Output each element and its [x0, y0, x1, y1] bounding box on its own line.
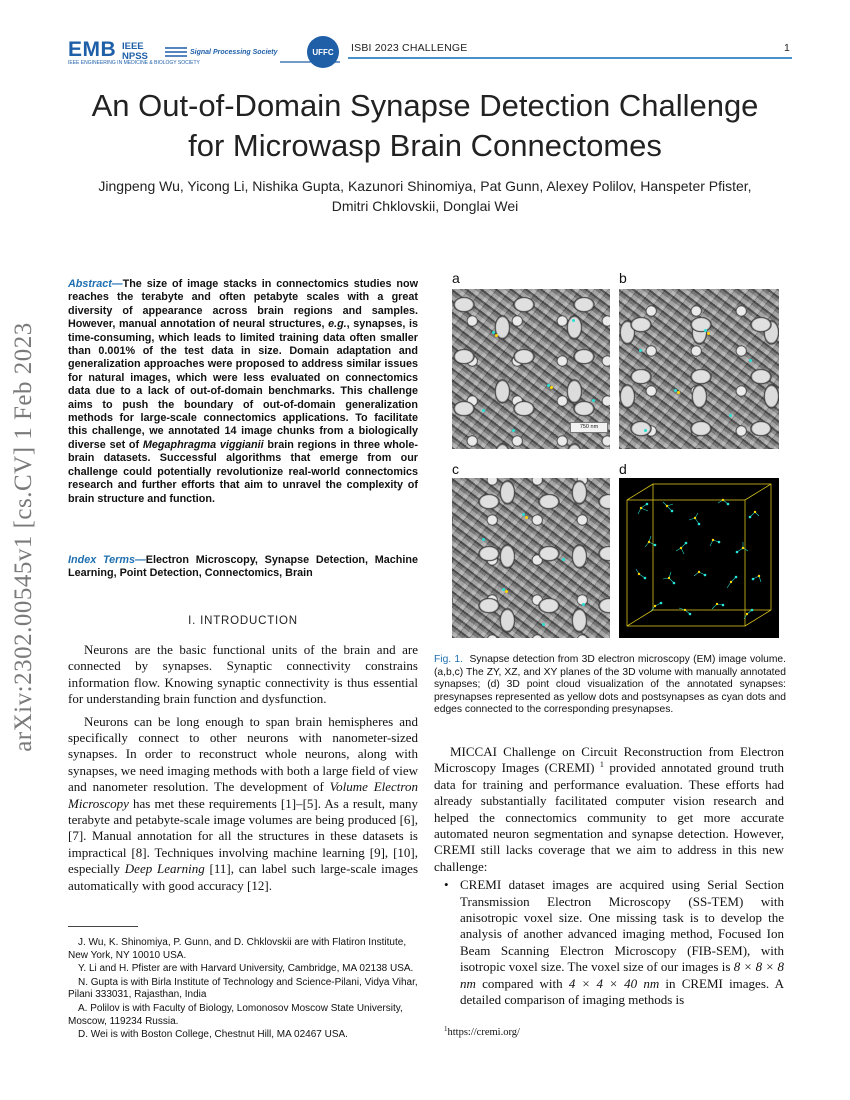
panel-label-d: d	[619, 461, 627, 477]
scale-bar: 750 nm	[570, 422, 608, 433]
ieee-npss-logo: IEEE NPSS	[122, 41, 148, 62]
panel-label-a: a	[452, 270, 460, 286]
abstract: Abstract—The size of image stacks in connectomics studies now reaches the terabyte and often petabyte scales with a great diversity of appearance across brain regions and samples. However, manual annotation of neural structures, e.g., synapses, is time-consuming, which leads to limited training data often smaller than 0.001% of the test data in size. Domain adaptation and generalization approaches were proposed to address similar issues for natural images, which were less evaluated on connectomics data due to a lack of out-of-domain benchmarks. This challenge aims to push the boundary of out-of-domain generalization methods for large-scale connectomics applications. To facilitate this challenge, we annotated 14 image chunks from a biologically diverse set of Megaphragma viggianii brain regions in three whole-brain datasets. Successful algorithms that emerge from our challenge could potentially revolutionize real-world connectomics research and further efforts that aim to unravel the complexity of brain structure and function.	[68, 278, 418, 505]
signal-processing-society-logo: Signal Processing Society	[165, 36, 340, 68]
footnote: D. Wei is with Boston College, Chestnut Hill, MA 02467 USA.	[78, 1029, 348, 1041]
list-item: • CREMI dataset images are acquired using Serial Section Transmission Electron Microscopy (SS-TEM) with anisotropic voxel size. One missing task is to develop the analysis of another advanced imaging method, Focused Ion Beam Scanning Electron Microscopy (FIB-SEM), with isotropic voxel size. The voxel size of our images is 8 × 8 × 8 nm compared with 4 × 4 × 40 nm in CREMI images. A detailed comparison of imaging methods is	[444, 877, 785, 1008]
footnote: A. Polilov is with Faculty of Biology, Lomonosov Moscow State University, Moscow, 119234 Russia.	[68, 1002, 403, 1027]
running-header: ISBI 2023 CHALLENGE	[351, 42, 468, 54]
affiliation-footnotes	[68, 937, 418, 1043]
abstract-lead: Abstract—	[68, 278, 123, 290]
introduction-body	[68, 642, 418, 900]
panel-label-b: b	[619, 270, 627, 286]
em-image-xy-plane	[452, 478, 610, 638]
section-heading-introduction: I. INTRODUCTION	[188, 615, 298, 627]
uffc-logo: UFFC	[307, 36, 339, 68]
em-image-zy-plane	[452, 289, 610, 449]
page-number: 1	[784, 42, 790, 54]
paragraph: Neurons are the basic functional units of the brain and are connected by synapses. Synaptic connectivity constrains information flow. Knowing synaptic connectivity is thus essential for understanding brain function and dysfunction.	[68, 642, 418, 707]
footnote-rule	[68, 926, 138, 927]
header-rule	[348, 57, 792, 59]
em-image-xz-plane	[619, 289, 779, 449]
emb-logo: EMB IEEE ENGINEERING IN MEDICINE & BIOLOGY SOCIETY	[68, 38, 200, 66]
index-terms: Index Terms—Electron Microscopy, Synapse Detection, Machine Learning, Point Detection, Connectomics, Brain	[68, 554, 418, 580]
paper-title: An Out-of-Domain Synapse Detection Challenge for Microwasp Brain Connectomes	[91, 88, 759, 163]
arxiv-identifier: arXiv:2302.00545v1 [cs.CV] 1 Feb 2023	[10, 322, 37, 752]
right-column-body	[434, 744, 784, 1009]
figure-caption: Fig. 1. Synapse detection from 3D electron microscopy (EM) image volume. (a,b,c) The ZY, XZ, and XY planes of the 3D volume with manually annotated synapses; (d) 3D point cloud visualization of the annotated synapses: presynapses represented as yellow dots and postsynapses as cyan dots and edges connected to the corresponding presynapses.	[434, 654, 786, 716]
paragraph: MICCAI Challenge on Circuit Reconstruction from Electron Microscopy Images (CREMI) $^1$ provided annotated ground truth data for training and performance evaluation. These efforts had already substantially facilitated computer vision research and helped the connectomics community to get more accurate automated neuron segmentation and synapse detection. However, CREMI still lacks coverage that we aim to address in this new challenge:	[434, 744, 784, 874]
url-footnote: $^1$https://cremi.org/	[444, 1025, 520, 1038]
footnote: Y. Li and H. Pfister are with Harvard University, Cambridge, MA 02138 USA.	[78, 963, 414, 975]
point-cloud-3d	[619, 478, 779, 638]
footnote: N. Gupta is with Birla Institute of Technology and Science-Pilani, Vidya Vihar, Pilani 333031, Rajasthan, India	[68, 976, 418, 1001]
panel-label-c: c	[452, 461, 459, 477]
author-list: Jingpeng Wu, Yicong Li, Nishika Gupta, Kazunori Shinomiya, Pat Gunn, Alexey Polilov, Hanspeter Pfister, Dmitri Chklovskii, Donglai Wei	[98, 178, 752, 214]
footnote: J. Wu, K. Shinomiya, P. Gunn, and D. Chklovskii are with Flatiron Institute, New York, NY 10010 USA.	[68, 937, 407, 961]
paragraph: Neurons can be long enough to span brain hemispheres and specifically connect to other neurons with nanometer-sized synapses. In order to reconstruct whole neurons, along with synapses, we need imaging methods with both a large field of view and nanometer resolution. The development of Volume Electron Microscopy has met these requirements [1]–[5]. As a result, many terabyte and petabyte-scale image volumes are being produced [6], [7]. Manual annotation for all the structures in these datasets is impractical [8]. Techniques involving machine learning [9], [10], especially Deep Learning [11], can label such large-scale images automatically with good accuracy [12].	[68, 713, 419, 893]
